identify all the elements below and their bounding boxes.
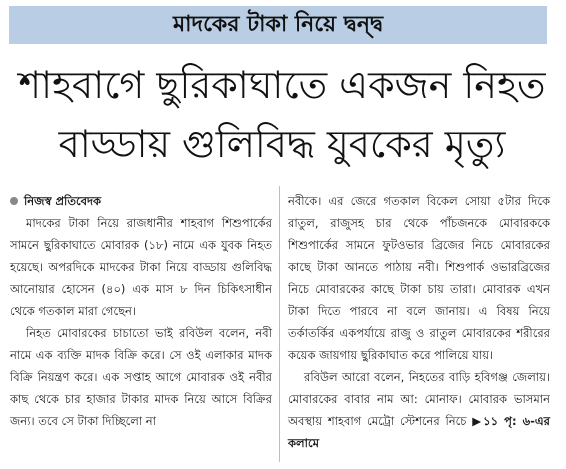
right-paragraph-2-text: রবিউল আরো বলেন, নিহতের বাড়ি হবিগঞ্জ জেলায়। মোবারকের বাবার নাম আ: মোনাফ। মোবারক ভাসমান অবস্থায় শাহবাগ মেট্রো স্টেশনের নিচে [288, 370, 550, 428]
kicker-banner [9, 6, 547, 44]
headline-line-1: শাহবাগে ছুরিকাঘাতে একজন নিহত [18, 63, 546, 107]
article-right-column [288, 190, 550, 454]
left-paragraph-2: নিহত মোবারকের চাচাতো ভাই রবিউল বলেন, নবী নামে এক ব্যক্তি মাদক বিক্রি করে। সে ওই এলাকার মাদক বিক্রি নিয়ন্ত্রণ করে। এক সপ্তাহ আগে মোবারক ওই নবীর কাছ থেকে চার হাজার টাকার মাদক নিয়ে আসে বিক্রির জন্য। তবে সে টাকা দিচ্ছিলো না [10, 326, 272, 428]
headline-line-2: বাড্ডায় গুলিবিদ্ধ যুবকের মৃত্যু [58, 122, 506, 166]
column-divider [279, 186, 280, 462]
kicker-text: মাদকের টাকা নিয়ে দ্বন্দ্ব [172, 11, 384, 37]
byline-text: নিজস্ব প্রতিবেদক [24, 194, 102, 208]
right-paragraph-1: নবীকে। এর জেরে গতকাল বিকেল সোয়া ৫টার দিকে রাতুল, রাজুসহ চার থেকে পাঁচজনকে মোবারককে শিশুপার্কের সামনে ফুটওভার ব্রিজের নিচে মোবারকের কাছে টাকা আনতে পাঠায় নবী। শিশুপার্ক ওভারব্রিজের নিচে মোবারকের কাছে টাকা চায় তারা। মোবারক এখন টাকা দিতে পারবে না বলে জানায়। এ বিষয় নিয়ে তর্কাতর্কির একপর্যায়ে রাজু ও রাতুল মোবারকের শরীরের কয়েক জায়গায় ছুরিকাঘাত করে পালিয়ে যায়। [288, 194, 550, 362]
bullet-icon [10, 197, 18, 205]
left-paragraph-1: মাদকের টাকা নিয়ে রাজধানীর শাহবাগ শিশুপার্কের সামনে ছুরিকাঘাতে মোবারক (১৮) নামে এক যুবক নিহত হয়েছে। অপরদিকে মাদকের টাকা নিয়ে বাড্ডায় গুলিবিদ্ধ আনোয়ার হোসেন (৪০) এক মাস ৮ দিন চিকিৎসাধীন থেকে গতকাল মারা গেছেন। [10, 216, 272, 318]
continuation-note: ▶১১ পৃ: ৬-এর কলামে [288, 414, 551, 450]
right-paragraph-2 [288, 366, 550, 454]
article-left-column [10, 190, 272, 432]
byline [10, 190, 272, 212]
